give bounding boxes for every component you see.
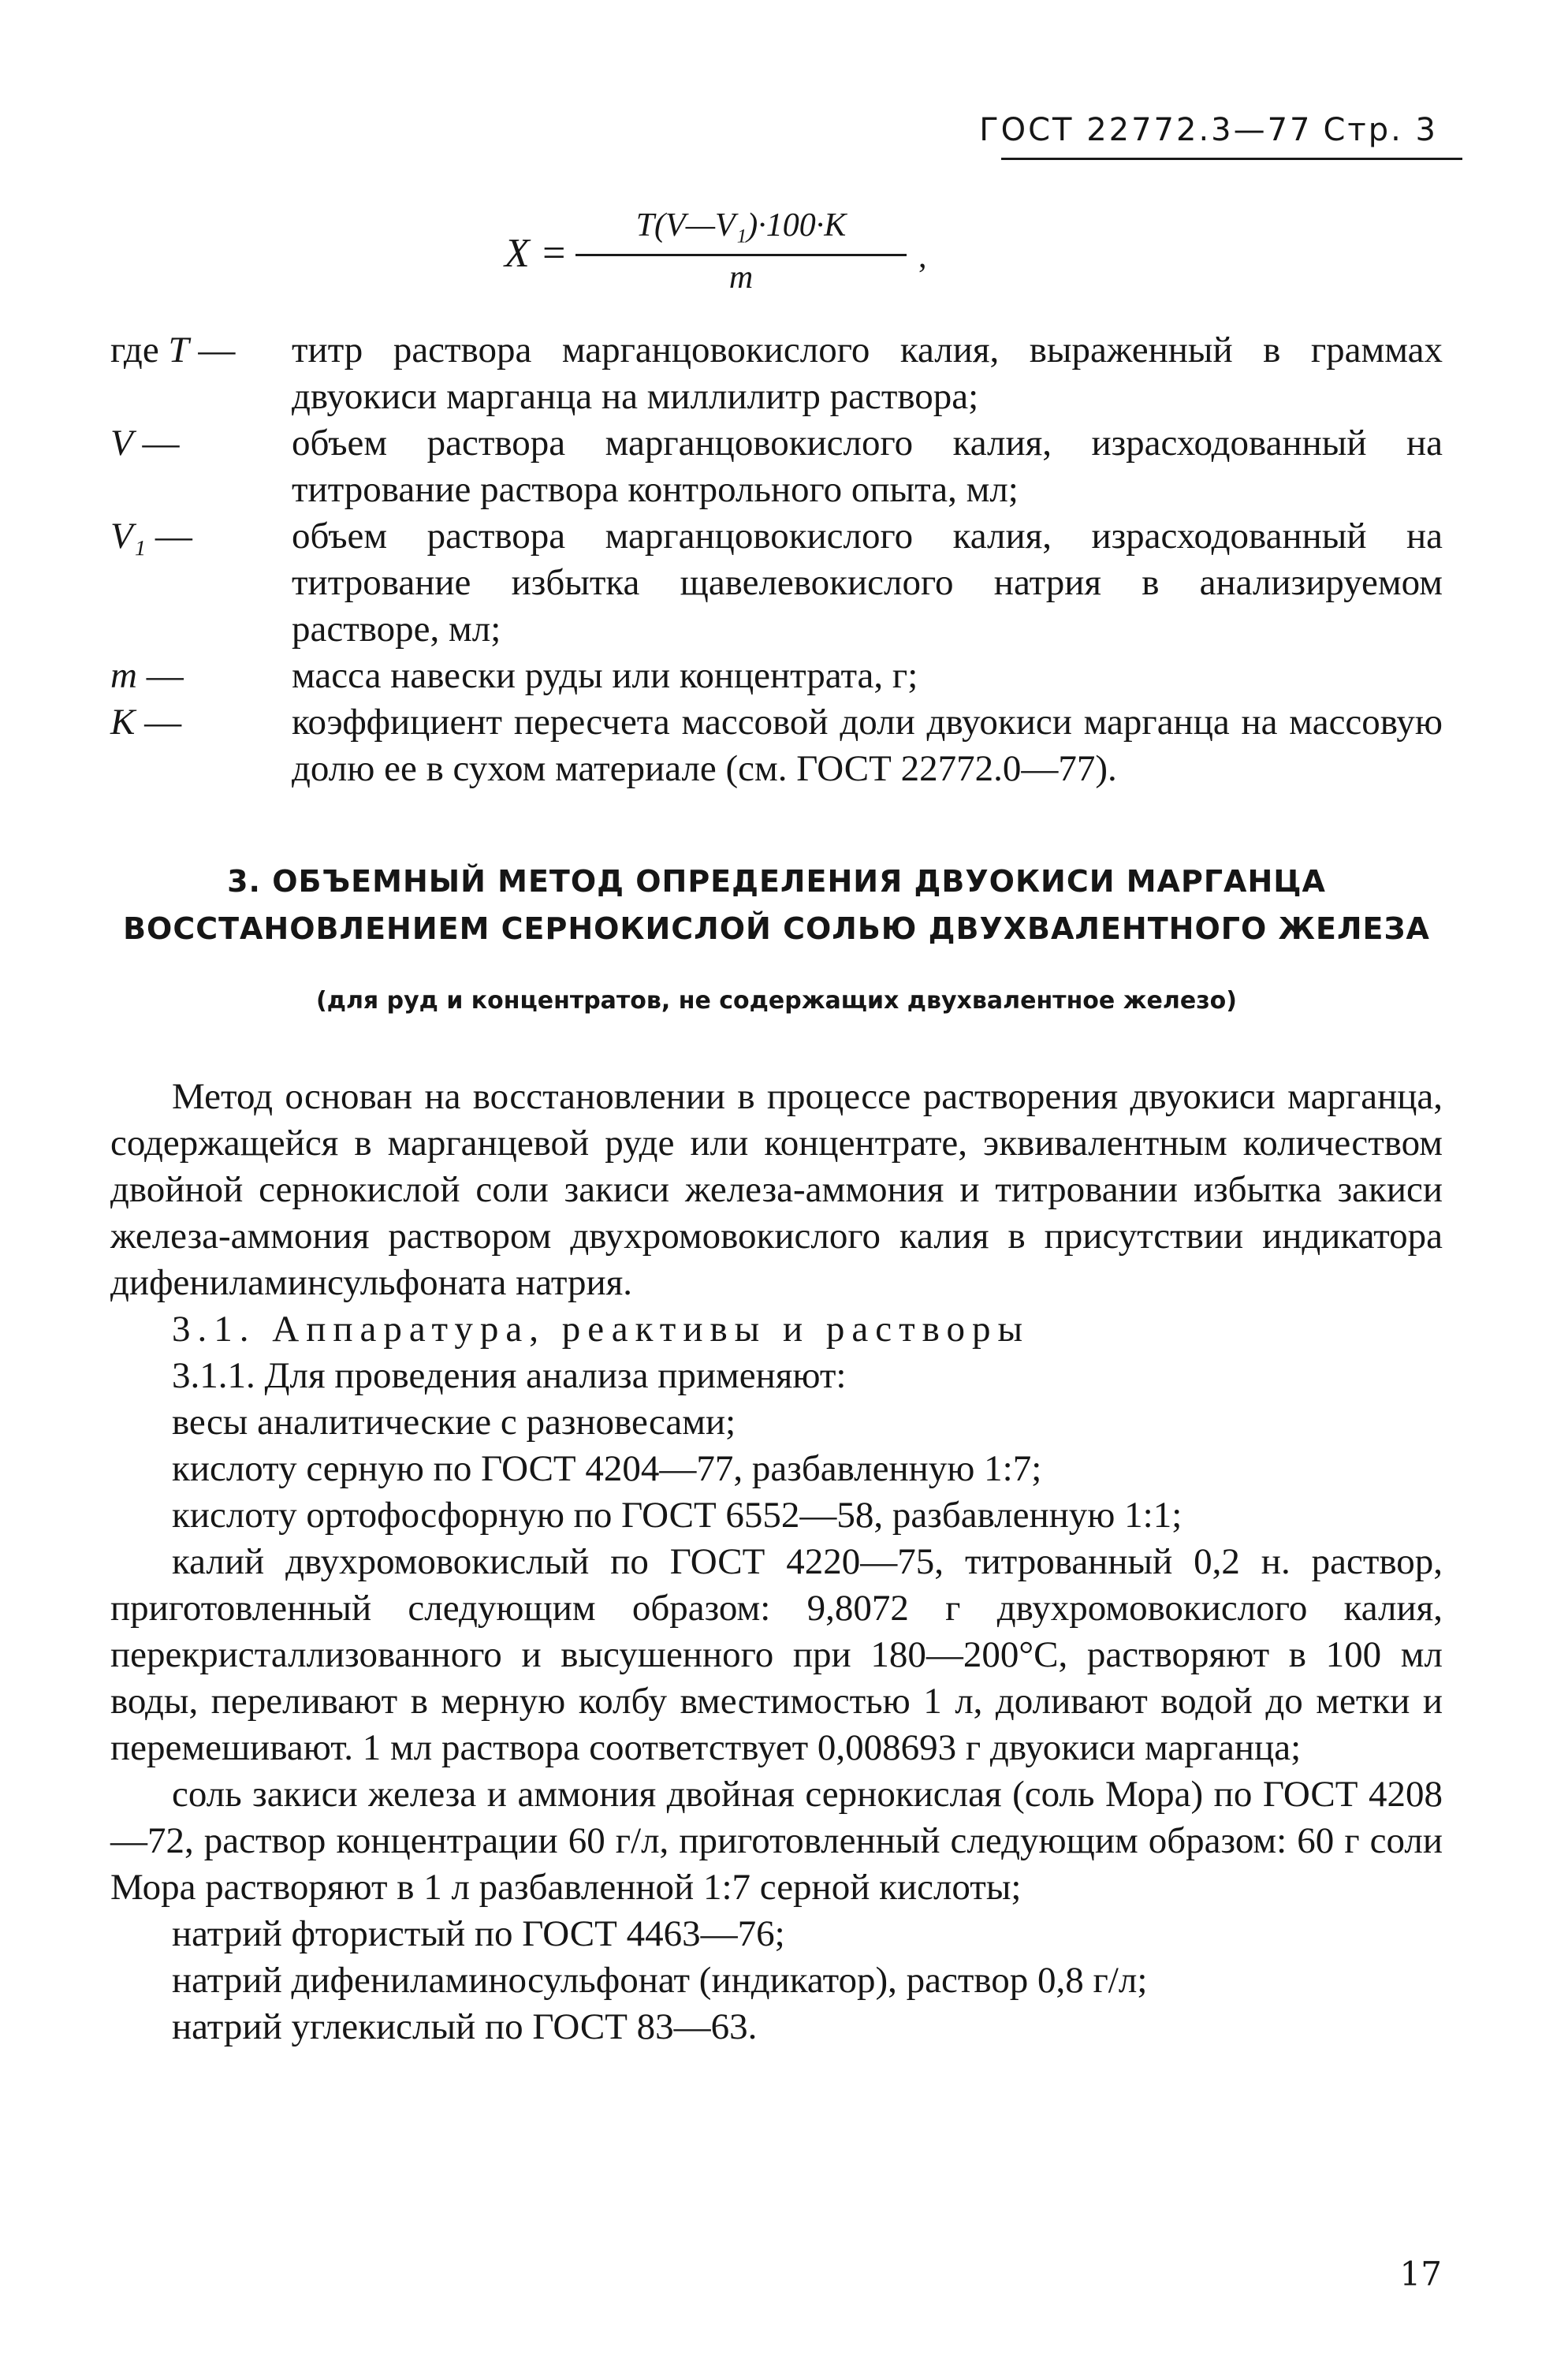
definition-item: V₁ — объем раствора марганцовокислого калия, израсходованный на титрование избытка щавелевокислого натрия в анализируемом растворе, мл;: [110, 516, 1443, 650]
fraction-bar: [575, 254, 907, 256]
formula: [505, 207, 993, 301]
list-item: калий двухромовокислый по ГОСТ 4220—75, титрованный 0,2 н. раствор, приготовленный следующим образом: 9,8072 г двухромовокислого калия, перекристаллизованного и высушенного при 180—200°С, растворяют в 100 мл воды, переливают в мерную колбу вместимостью 1 л, доливают водой до метки и перемешивают. 1 мл раствора соответствует 0,008693 г двуокиси марганца;: [110, 1541, 1443, 1768]
definition-symbol: T: [168, 330, 189, 371]
list-item: натрий углекислый по ГОСТ 83—63.: [172, 2006, 758, 2047]
running-header: [979, 112, 1438, 148]
list-item: кислоту серную по ГОСТ 4204—77, разбавленную 1:7;: [172, 1448, 1042, 1489]
section-title: [110, 858, 1443, 952]
header-rule: [1001, 158, 1462, 160]
definition-item: m — масса навески руды или концентрата, г;: [110, 655, 918, 696]
section-subtitle: (для руд и концентратов, не содержащих двухвалентное железо): [316, 987, 1237, 1015]
section-title-line2: ВОССТАНОВЛЕНИЕМ СЕРНОКИСЛОЙ СОЛЬЮ ДВУХВАЛЕНТНОГО ЖЕЛЕЗА: [123, 911, 1430, 946]
definition-symbol: V: [110, 423, 133, 464]
list-item: весы аналитические с разновесами;: [172, 1402, 736, 1443]
definition-lead: где: [110, 330, 159, 371]
definition-text: титр раствора марганцовокислого калия, выраженный в граммах двуокиси марганца на миллилитр раствора;: [292, 330, 1443, 417]
definition-symbol: K: [110, 702, 136, 743]
definition-symbol: m: [110, 655, 137, 696]
definition-item: где T — титр раствора марганцовокислого калия, выраженный в граммах двуокиси марганца на миллилитр раствора;: [110, 330, 1443, 417]
definition-text: масса навески руды или концентрата, г;: [292, 655, 918, 696]
definition-symbol: V₁: [110, 516, 147, 557]
body-text: [110, 1074, 1443, 2050]
formula-lhs: X =: [505, 231, 568, 276]
definition-item: K — коэффициент пересчета массовой доли двуокиси марганца на массовую долю ее в сухом материале (см. ГОСТ 22772.0—77).: [110, 702, 1443, 789]
definition-item: V — объем раствора марганцовокислого калия, израсходованный на титрование раствора контрольного опыта, мл;: [110, 423, 1443, 510]
definition-text: объем раствора марганцовокислого калия, израсходованный на титрование раствора контрольного опыта, мл;: [292, 423, 1443, 510]
standard-number: ГОСТ 22772.3—77: [979, 112, 1313, 148]
intro-paragraph: Метод основан на восстановлении в процессе растворения двуокиси марганца, содержащейся в марганцевой руде или концентрате, эквивалентным количеством двойной сернокислой соли закиси железа-аммония и титровании избытка закиси железа-аммония раствором двухромовокислого калия в присутствии индикатора дифениламинсульфоната натрия.: [110, 1076, 1443, 1303]
subsubsection-heading: 3.1.1. Для проведения анализа применяют:: [172, 1355, 847, 1396]
variable-definitions: [110, 327, 1443, 792]
list-item: соль закиси железа и аммония двойная сернокислая (соль Мора) по ГОСТ 4208—72, раствор концентрации 60 г/л, приготовленный следующим образом: 60 г соли Мора растворяют в 1 л разбавленной 1:7 серной кислоты;: [110, 1774, 1443, 1908]
page-number: 17: [1399, 2255, 1442, 2293]
list-item: кислоту ортофосфорную по ГОСТ 6552—58, разбавленную 1:1;: [172, 1495, 1183, 1536]
definition-text: коэффициент пересчета массовой доли двуокиси марганца на массовую долю ее в сухом материале (см. ГОСТ 22772.0—77).: [292, 702, 1443, 789]
page-label: Стр. 3: [1323, 112, 1438, 148]
list-item: натрий фтористый по ГОСТ 4463—76;: [172, 1913, 785, 1954]
subsection-heading: 3.1. Аппаратура, реактивы и растворы: [172, 1309, 1030, 1350]
formula-trail: ,: [918, 239, 927, 275]
list-item: натрий дифениламиносульфонат (индикатор), раствор 0,8 г/л;: [172, 1960, 1148, 2001]
formula-numerator: T(V—V₁)·100·K: [635, 207, 847, 244]
formula-denominator: m: [728, 259, 754, 296]
section-title-line1: 3. ОБЪЕМНЫЙ МЕТОД ОПРЕДЕЛЕНИЯ ДВУОКИСИ МАРГАНЦА: [227, 864, 1326, 899]
definition-text: объем раствора марганцовокислого калия, израсходованный на титрование избытка щавелевокислого натрия в анализируемом растворе, мл;: [292, 516, 1443, 650]
